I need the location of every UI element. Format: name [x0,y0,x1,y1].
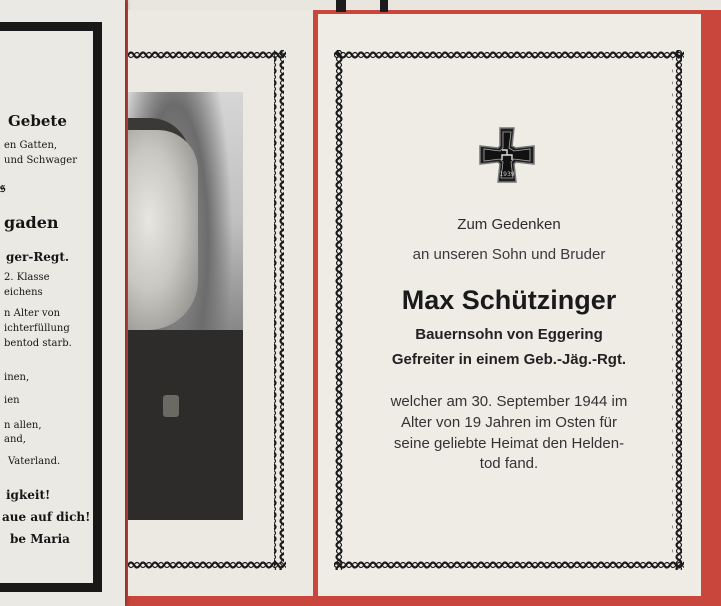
left-text-line: en Gatten, [4,140,58,151]
left-text-line: eichens [4,287,43,298]
left-text-line: aue auf dich! [2,510,91,524]
background-red [701,10,721,606]
left-text-line: igkeit! [6,488,51,502]
left-text-line: Vaterland. [8,456,61,467]
rank-text: Gefreiter in einem Geb.-Jäg.-Rgt. [391,351,627,368]
left-text-line: n Alter von [4,308,61,319]
left-text-line: 2. Klasse [4,272,50,283]
left-text-line: gaden [4,213,59,232]
left-text-line: ichterfüllung [4,323,70,334]
memorial-text-line: seine geliebte Heimat den Helden- [393,435,625,452]
background-card-strip [128,0,721,10]
memorial-text-line: welcher am 30. September 1944 im [390,393,628,410]
left-text-line: Gebete [8,112,67,130]
iron-cross-icon [478,126,536,184]
background-card-border [380,0,388,12]
cross-year: 1939 [499,171,515,178]
portrait-badge [163,395,179,417]
left-text-line: and, [4,434,26,445]
left-page-black-border [0,22,102,592]
left-text-line: ger-Regt. [6,250,70,264]
left-text-line: n allen, [4,420,42,431]
deceased-name: Max Schützinger [401,285,617,315]
background-card-border [336,0,346,12]
left-text-line: be Maria [10,532,70,546]
left-text-line: und Schwager [4,155,77,166]
memorial-text-line: tod fand. [479,455,539,472]
portrait-face [128,130,198,330]
relation-text: an unseren Sohn und Bruder [412,246,606,263]
left-text-line: 𝔰 [0,180,6,196]
left-text-line: inen, [4,372,30,383]
origin-text: Bauernsohn von Eggering [415,326,603,343]
intro-text: Zum Gedenken [457,216,561,233]
memorial-text-line: Alter von 19 Jahren im Osten für [401,414,617,431]
left-text-line: ien [4,395,20,406]
left-text-line: bentod starb. [4,338,72,349]
portrait-uniform [128,330,243,520]
